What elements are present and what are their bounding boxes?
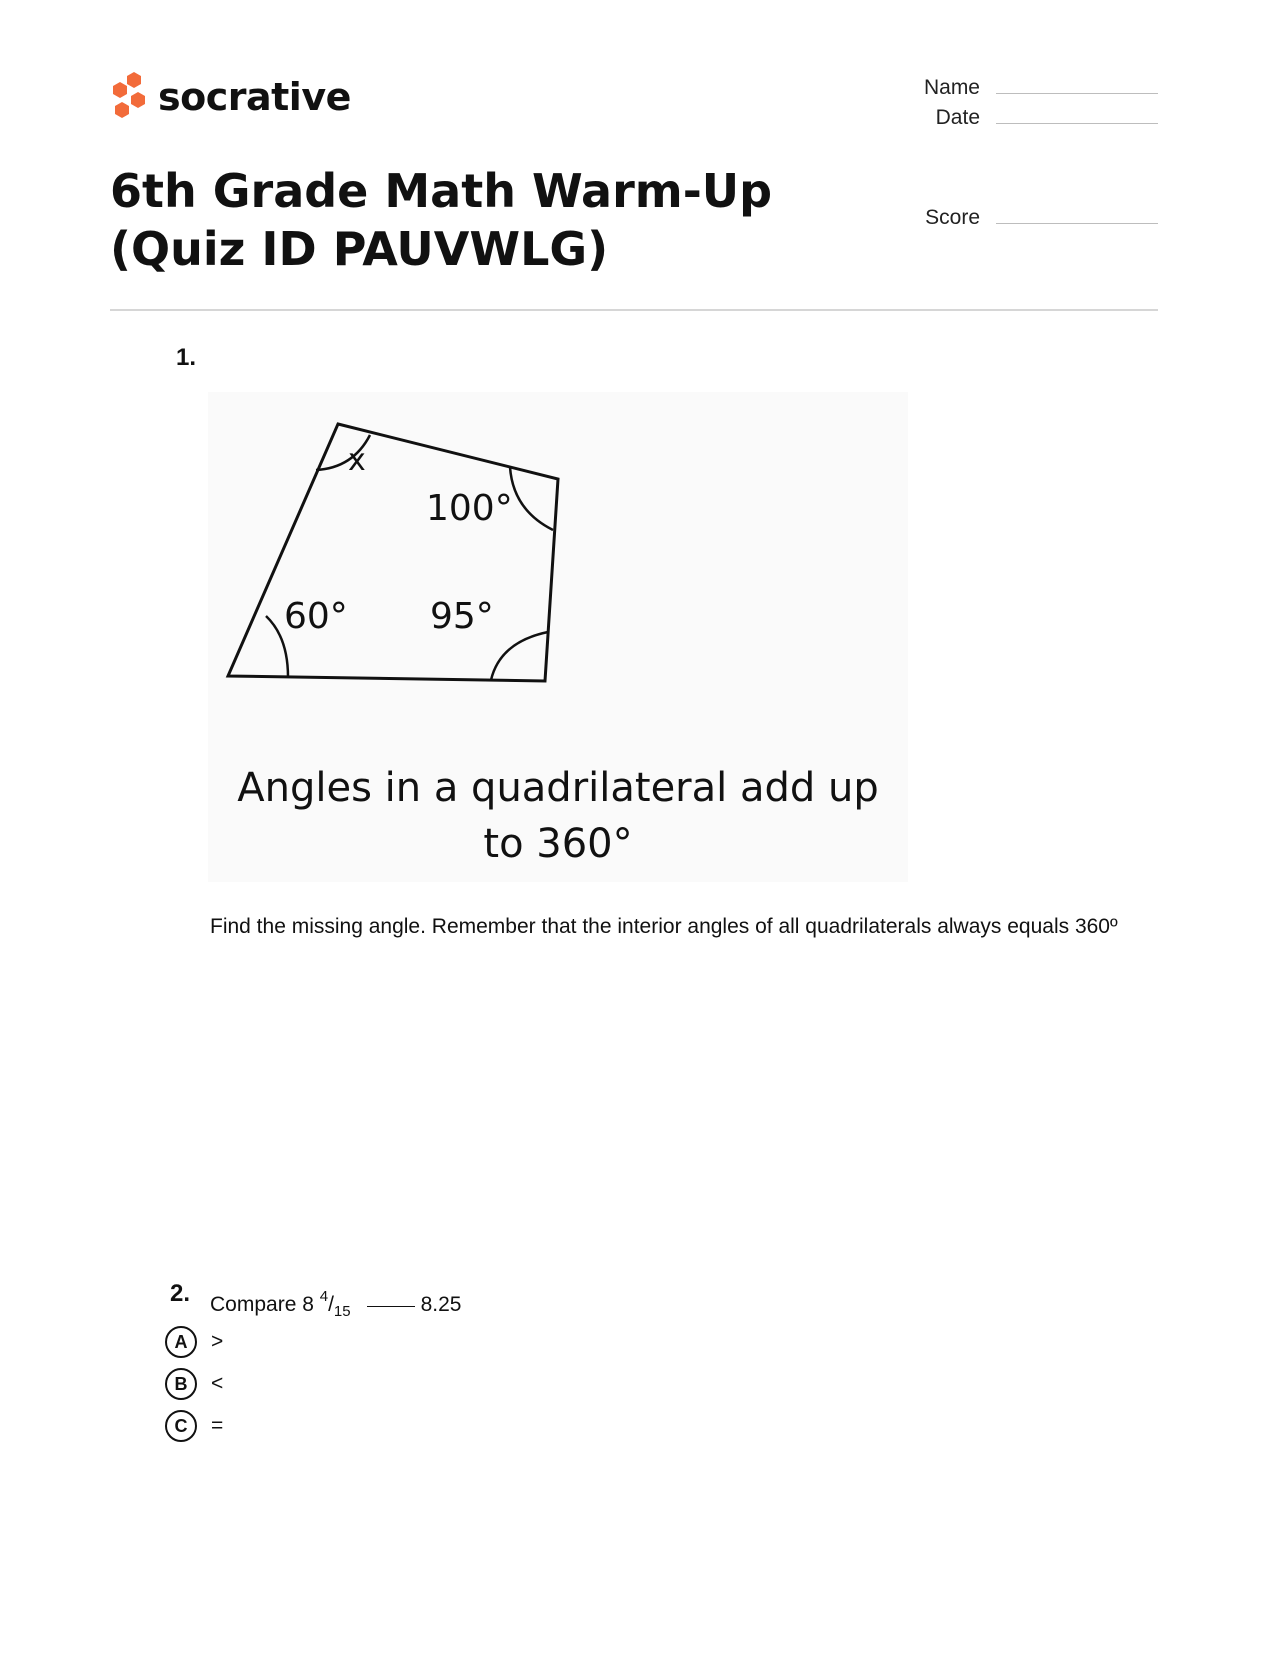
figure-caption [208,760,908,872]
question-1-prompt: Find the missing angle. Remember that the interior angles of all quadrilaterals always equals 360º [210,915,1118,938]
choice-c[interactable] [165,1410,223,1442]
angle-label-x: x [348,443,366,478]
brand-name: socrative [158,75,351,119]
choice-a-text: > [211,1330,224,1353]
choice-c-bubble[interactable]: C [165,1410,197,1442]
name-field[interactable] [880,76,1158,100]
score-label: Score [925,206,980,229]
name-line[interactable] [996,92,1158,94]
score-line[interactable] [996,222,1158,224]
choice-a-bubble[interactable]: A [165,1326,197,1358]
choice-b[interactable] [165,1368,223,1400]
socrative-hexagon-icon [110,72,150,122]
angle-label-60: 60° [284,596,348,637]
header-divider [110,309,1158,311]
question-2-prefix: Compare 8 [210,1293,320,1316]
choice-c-text: = [211,1414,224,1437]
name-label: Name [923,76,980,99]
fraction-denominator: 15 [333,1303,351,1321]
angle-label-100: 100° [426,488,513,529]
choice-a[interactable] [165,1326,223,1358]
date-label: Date [935,106,980,129]
quadrilateral-shape [228,424,558,681]
choice-b-text: < [211,1372,224,1395]
caption-line-1: Angles in a quadrilateral add up [237,765,879,811]
fraction-numerator: 4 [319,1288,329,1305]
question-2-suffix: 8.25 [420,1293,462,1316]
caption-line-2: to 360° [483,821,633,867]
date-field[interactable] [880,106,1158,130]
answer-blank [367,1306,415,1307]
angle-label-95: 95° [430,596,494,637]
question-1-number: 1. [176,344,197,371]
quadrilateral-figure [208,392,908,882]
date-line[interactable] [996,122,1158,124]
page-title: 6th Grade Math Warm-Up (Quiz ID PAUVWLG) [110,164,773,276]
angle-arc-95 [491,632,548,680]
score-field[interactable] [880,206,1158,230]
socrative-logo [110,72,351,122]
choice-b-bubble[interactable]: B [165,1368,197,1400]
question-2-text: Compare 8 $^4/_{15}$ 8.25 [210,1288,462,1321]
question-2-number: 2. [170,1280,191,1307]
